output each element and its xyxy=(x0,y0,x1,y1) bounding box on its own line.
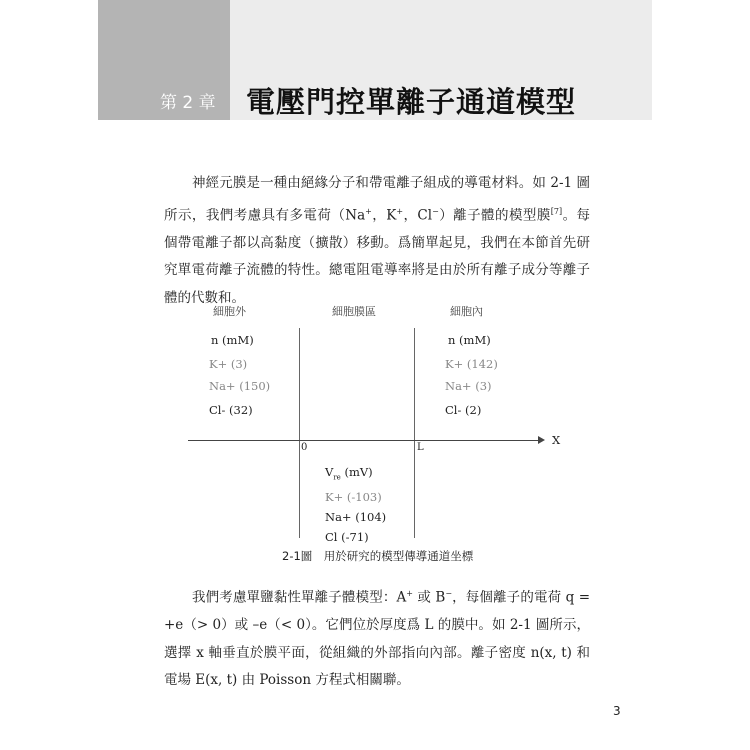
axis-zero-label: 0 xyxy=(301,442,308,453)
figure-caption: 2-1圖 用於研究的模型傳導通道坐標 xyxy=(282,549,474,563)
chapter-title: 電壓門控單離子通道模型 xyxy=(246,85,577,119)
x-axis-label: X xyxy=(552,433,561,447)
membrane-cl: Cl (-71) xyxy=(325,530,369,544)
inside-k: K+ (142) xyxy=(445,357,498,371)
x-axis xyxy=(188,440,540,441)
paragraph-model: 我們考慮單鹽黏性單離子體模型：A+ 或 B−，每個離子的電荷 q = +e（> 0）或 –e（< 0）。它們位於厚度爲 L 的膜中。如 2-1 圖所示，選擇 x 軸垂直於膜平面，從組織的外部指向內部。離子密度 n(x, t) 和電場 E(x, t) 由 Poisson 方程式相關聯。 xyxy=(164,589,591,688)
outside-k: K+ (3) xyxy=(209,357,248,371)
outside-cl: Cl- (32) xyxy=(209,403,253,417)
x-axis-arrow-icon xyxy=(538,436,545,444)
inside-cl: Cl- (2) xyxy=(445,403,482,417)
membrane-na: Na+ (104) xyxy=(325,510,387,524)
membrane-boundary-L xyxy=(414,328,415,538)
chapter-label: 第 2 章 xyxy=(160,93,216,113)
region-inside: 細胞內 xyxy=(450,305,483,318)
membrane-unit: $V_{re}$ (mV) xyxy=(325,465,373,482)
outside-unit: n (mM) xyxy=(211,333,254,347)
inside-na: Na+ (3) xyxy=(445,379,492,393)
membrane-k: K+ (-103) xyxy=(325,490,382,504)
inside-unit: n (mM) xyxy=(448,333,491,347)
citation: [7] xyxy=(550,206,563,216)
region-membrane: 細胞膜區 xyxy=(332,305,376,318)
paragraph-intro: 神經元膜是一種由絕緣分子和帶電離子組成的導電材料。如 2-1 圖所示，我們考慮具有多電荷（Na+，K+，Cl−）離子體的模型膜[7]。每個帶電離子都以高黏度（擴散）移動。爲簡單起見，我們在本節首先研究單電荷離子流體的特性。總電阻電導率將是由於所有離子成分等離子體的代數和。 xyxy=(164,175,591,306)
page-number: 3 xyxy=(613,704,621,718)
axis-L-label: L xyxy=(417,442,424,453)
region-outside: 細胞外 xyxy=(213,305,246,318)
membrane-boundary-0 xyxy=(299,328,300,538)
outside-na: Na+ (150) xyxy=(209,379,271,393)
